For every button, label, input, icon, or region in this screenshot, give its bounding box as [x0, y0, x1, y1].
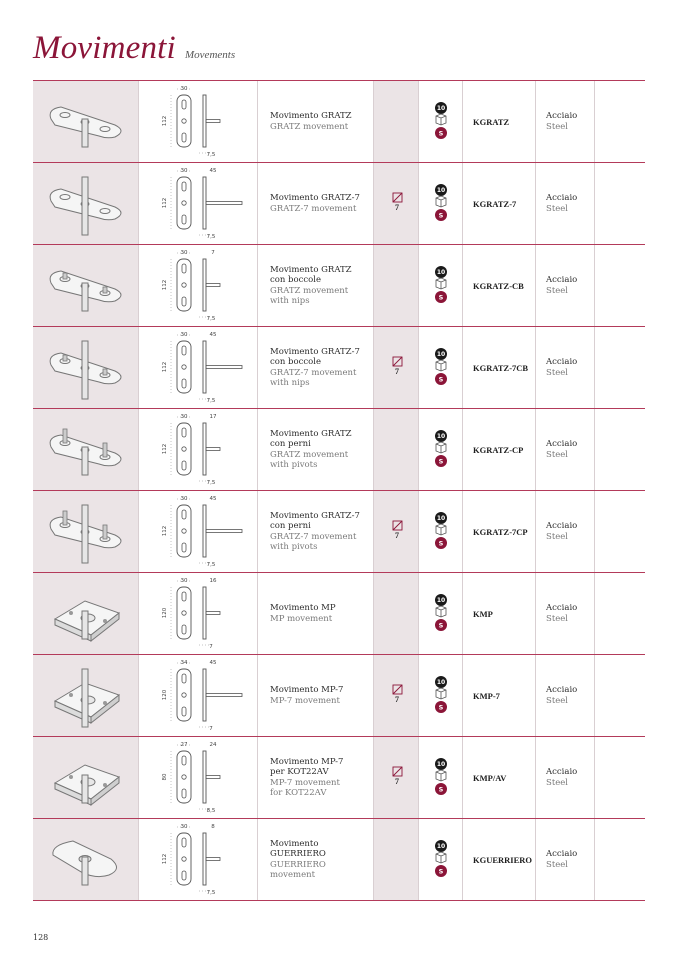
product-row	[33, 326, 645, 408]
product-drawing	[139, 327, 258, 408]
svg-text:10: 10	[436, 105, 446, 113]
circle-s-icon	[435, 373, 447, 385]
square-axis-icon	[392, 766, 403, 777]
technical-drawing	[171, 335, 242, 399]
empty-cell	[595, 163, 645, 244]
dim-depth: 24	[209, 742, 217, 748]
technical-drawing	[171, 417, 220, 481]
material-italian: Acciaio	[546, 849, 578, 859]
box-icon	[436, 606, 446, 617]
description-italian: Movimento GRATZ	[270, 111, 352, 121]
description-italian: Movimento GRATZ-7	[270, 346, 360, 357]
product-code-cell	[463, 655, 536, 736]
product-description	[258, 81, 374, 162]
spec-badges	[432, 429, 450, 471]
description-italian: Movimento GRATZ	[270, 428, 352, 439]
product-drawing	[139, 163, 258, 244]
product-photo-shape	[50, 107, 121, 147]
spec-icons-cell	[419, 491, 463, 572]
product-code-cell	[463, 81, 536, 162]
product-row	[33, 736, 645, 818]
spec-badges	[432, 511, 450, 553]
spec-icons-cell	[419, 819, 463, 900]
description-english: GRATZ movement	[270, 449, 349, 460]
circle-s-icon	[435, 865, 447, 877]
dim-depth: 45	[209, 496, 217, 502]
product-code-cell	[463, 573, 536, 654]
description-english: GRATZ movement	[270, 285, 349, 296]
description-italian: Movimento MP-7	[270, 685, 344, 695]
material-cell	[536, 245, 595, 326]
technical-drawing	[171, 499, 242, 563]
dim-height: 112	[162, 361, 168, 373]
dim-thickness: 7,5	[206, 398, 216, 404]
material-italian: Acciaio	[546, 685, 578, 695]
box-icon	[436, 278, 446, 289]
description-english: for KOT22AV	[270, 788, 327, 798]
material-italian: Acciaio	[546, 767, 578, 777]
square-axis-cell	[374, 327, 419, 408]
material-cell	[536, 327, 595, 408]
product-description	[258, 327, 374, 408]
square-axis-value: 7	[395, 203, 399, 212]
product-code-cell	[463, 245, 536, 326]
svg-text:10: 10	[436, 679, 446, 687]
description-english: GRATZ-7 movement	[270, 203, 357, 214]
dim-width: 34	[180, 660, 188, 666]
spec-badges	[432, 183, 450, 225]
spec-badges	[432, 593, 450, 635]
square-axis-value: 7	[395, 777, 399, 786]
product-drawing	[139, 737, 258, 818]
box-icon	[436, 442, 446, 453]
material-cell	[536, 573, 595, 654]
description-english: MP movement	[270, 613, 333, 624]
square-axis-spec	[388, 520, 406, 540]
square-axis-icon	[392, 520, 403, 531]
material-english: Steel	[546, 203, 569, 214]
product-code-cell	[463, 327, 536, 408]
square-axis-cell	[374, 655, 419, 736]
dim-height: 120	[162, 689, 168, 701]
box-icon	[436, 360, 446, 371]
svg-text:10: 10	[436, 187, 446, 195]
product-photo-shape	[55, 601, 119, 641]
product-code-cell	[463, 409, 536, 490]
spec-badges	[432, 675, 450, 717]
technical-drawing	[171, 89, 220, 153]
empty-cell	[595, 573, 645, 654]
product-row	[33, 162, 645, 244]
dim-width: 30	[180, 332, 188, 338]
product-photo-shape	[53, 841, 117, 885]
circle-s-icon	[435, 537, 447, 549]
material-italian: Acciaio	[546, 603, 578, 613]
product-row	[33, 654, 645, 736]
spec-badges	[432, 757, 450, 799]
technical-drawing	[171, 663, 242, 727]
product-drawing	[139, 655, 258, 736]
product-photo-shape	[55, 669, 119, 727]
product-photo-shape	[50, 429, 121, 475]
spec-badges	[432, 101, 450, 143]
dim-depth: 16	[209, 578, 217, 584]
material-english: Steel	[546, 121, 569, 132]
square-axis-icon	[392, 192, 403, 203]
description-italian: con perni	[270, 439, 311, 449]
spec-icons-cell	[419, 81, 463, 162]
product-code: KMP-7	[473, 690, 500, 701]
material-italian: Acciaio	[546, 111, 578, 121]
spec-icons-cell	[419, 409, 463, 490]
square-axis-cell	[374, 163, 419, 244]
circle-s-icon	[435, 127, 447, 139]
material-cell	[536, 819, 595, 900]
material-italian: Acciaio	[546, 521, 578, 531]
svg-text:S: S	[438, 457, 444, 466]
square-axis-spec	[388, 684, 406, 704]
svg-text:10: 10	[436, 761, 446, 769]
product-description	[258, 409, 374, 490]
description-english: with pivots	[270, 460, 318, 470]
product-photo	[33, 245, 139, 326]
product-photo-shape	[50, 177, 121, 235]
product-photo	[33, 409, 139, 490]
technical-drawing	[171, 827, 220, 891]
description-english: with nips	[270, 378, 310, 388]
dim-height: 112	[162, 115, 168, 127]
svg-text:S: S	[438, 129, 444, 138]
circle-s-icon	[435, 783, 447, 795]
product-photo	[33, 655, 139, 736]
svg-text:S: S	[438, 293, 444, 302]
product-photo-shape	[50, 271, 121, 311]
dim-height: 80	[162, 773, 168, 781]
dim-depth: 7	[211, 250, 215, 256]
empty-cell	[595, 655, 645, 736]
product-code-cell	[463, 737, 536, 818]
spec-icons-cell	[419, 737, 463, 818]
spec-badges	[432, 839, 450, 881]
product-photo	[33, 163, 139, 244]
dim-height: 112	[162, 279, 168, 291]
dim-height: 112	[162, 853, 168, 865]
material-italian: Acciaio	[546, 357, 578, 367]
dim-height: 112	[162, 525, 168, 537]
description-english: with nips	[270, 296, 310, 306]
circle-s-icon	[435, 619, 447, 631]
dim-width: 30	[180, 414, 188, 420]
circle-10-icon	[435, 758, 447, 770]
product-description	[258, 163, 374, 244]
empty-cell	[595, 81, 645, 162]
page-header	[33, 30, 235, 70]
dim-width: 30	[180, 250, 188, 256]
dim-depth: 45	[209, 660, 217, 666]
product-description	[258, 819, 374, 900]
description-italian: Movimento GRATZ-7	[270, 193, 360, 203]
description-italian: Movimento MP	[270, 603, 336, 613]
description-italian: con perni	[270, 521, 311, 531]
svg-text:10: 10	[436, 597, 446, 605]
square-axis-cell	[374, 245, 419, 326]
description-english: MP-7 movement	[270, 777, 340, 788]
square-axis-cell	[374, 819, 419, 900]
product-code: KMP/AV	[473, 772, 507, 783]
material-english: Steel	[546, 613, 569, 624]
square-axis-icon	[392, 356, 403, 367]
circle-10-icon	[435, 430, 447, 442]
material-italian: Acciaio	[546, 275, 578, 285]
material-italian: Acciaio	[546, 193, 578, 203]
square-axis-spec	[388, 766, 406, 786]
description-italian: Movimento GUERRIERO	[270, 838, 326, 859]
dim-thickness: 8,5	[206, 808, 216, 814]
dim-height: 112	[162, 197, 168, 209]
technical-drawing	[171, 581, 220, 645]
material-cell	[536, 491, 595, 572]
box-icon	[436, 770, 446, 781]
product-description	[258, 737, 374, 818]
description-italian: Movimento GRATZ	[270, 264, 352, 275]
box-icon	[436, 688, 446, 699]
material-italian: Acciaio	[546, 439, 578, 449]
dim-thickness: 7,5	[206, 890, 216, 896]
square-axis-spec	[388, 192, 406, 212]
material-cell	[536, 163, 595, 244]
technical-drawing	[171, 253, 220, 317]
dim-thickness: 7,5	[206, 480, 216, 486]
product-photo	[33, 327, 139, 408]
dim-width: 30	[180, 496, 188, 502]
dim-height: 112	[162, 443, 168, 455]
circle-10-icon	[435, 102, 447, 114]
svg-text:S: S	[438, 867, 444, 876]
technical-drawing	[171, 171, 242, 235]
product-drawing	[139, 81, 258, 162]
circle-10-icon	[435, 348, 447, 360]
empty-cell	[595, 327, 645, 408]
box-icon	[436, 196, 446, 207]
product-row	[33, 408, 645, 490]
product-code-cell	[463, 491, 536, 572]
circle-s-icon	[435, 209, 447, 221]
spec-badges	[432, 265, 450, 307]
product-description	[258, 573, 374, 654]
svg-text:S: S	[438, 375, 444, 384]
product-photo	[33, 737, 139, 818]
dim-thickness: 7	[209, 726, 213, 732]
square-axis-spec	[388, 356, 406, 376]
product-photo-shape	[50, 341, 121, 399]
material-english: Steel	[546, 695, 569, 706]
empty-cell	[595, 819, 645, 900]
product-code-cell	[463, 163, 536, 244]
product-code: KGRATZ-7CP	[473, 526, 528, 537]
square-axis-cell	[374, 573, 419, 654]
svg-text:10: 10	[436, 843, 446, 851]
circle-s-icon	[435, 455, 447, 467]
dim-width: 30	[180, 578, 188, 584]
square-axis-cell	[374, 737, 419, 818]
product-description	[258, 655, 374, 736]
product-row	[33, 490, 645, 572]
spec-badges	[432, 347, 450, 389]
material-english: Steel	[546, 859, 569, 870]
product-photo	[33, 819, 139, 900]
description-english: with pivots	[270, 542, 318, 552]
svg-text:S: S	[438, 785, 444, 794]
product-row	[33, 572, 645, 654]
description-english: GRATZ-7 movement	[270, 531, 357, 542]
dim-depth: 8	[211, 824, 215, 830]
svg-text:10: 10	[436, 269, 446, 277]
product-code: KGRATZ-CB	[473, 280, 524, 291]
product-photo	[33, 81, 139, 162]
dim-height: 120	[162, 607, 168, 619]
product-drawing	[139, 245, 258, 326]
square-axis-value: 7	[395, 531, 399, 540]
material-cell	[536, 81, 595, 162]
circle-s-icon	[435, 291, 447, 303]
dim-width: 30	[180, 824, 188, 830]
product-code: KMP	[473, 608, 493, 619]
svg-text:10: 10	[436, 433, 446, 441]
product-photo-shape	[50, 505, 121, 563]
square-axis-cell	[374, 409, 419, 490]
spec-icons-cell	[419, 163, 463, 244]
circle-10-icon	[435, 266, 447, 278]
circle-10-icon	[435, 676, 447, 688]
dim-depth: 45	[209, 332, 217, 338]
circle-10-icon	[435, 512, 447, 524]
technical-drawing	[171, 745, 220, 809]
material-cell	[536, 409, 595, 490]
material-english: Steel	[546, 449, 569, 460]
product-drawing	[139, 491, 258, 572]
description-english: MP-7 movement	[270, 695, 340, 706]
dim-thickness: 7,5	[206, 562, 216, 568]
spec-icons-cell	[419, 245, 463, 326]
description-italian: con boccole	[270, 357, 321, 367]
empty-cell	[595, 409, 645, 490]
square-axis-value: 7	[395, 367, 399, 376]
dim-depth: 17	[209, 414, 217, 420]
svg-text:S: S	[438, 621, 444, 630]
product-code-cell	[463, 819, 536, 900]
svg-text:S: S	[438, 211, 444, 220]
product-description	[258, 491, 374, 572]
description-italian: per KOT22AV	[270, 767, 329, 777]
spec-icons-cell	[419, 327, 463, 408]
description-english: GRATZ movement	[270, 121, 349, 132]
material-english: Steel	[546, 531, 569, 542]
product-drawing	[139, 573, 258, 654]
page-subtitle: Movements	[185, 49, 236, 61]
product-drawing	[139, 819, 258, 900]
empty-cell	[595, 737, 645, 818]
dim-thickness: 7,5	[206, 152, 216, 158]
product-code: KGRATZ-7CB	[473, 362, 529, 373]
page-title: Movimenti	[33, 30, 176, 66]
empty-cell	[595, 245, 645, 326]
product-table	[33, 80, 645, 901]
dim-width: 27	[180, 742, 188, 748]
svg-text:S: S	[438, 703, 444, 712]
material-english: Steel	[546, 367, 569, 378]
description-italian: Movimento MP-7	[270, 756, 344, 767]
material-cell	[536, 737, 595, 818]
product-photo	[33, 491, 139, 572]
empty-cell	[595, 491, 645, 572]
circle-10-icon	[435, 184, 447, 196]
box-icon	[436, 524, 446, 535]
dim-thickness: 7,5	[206, 316, 216, 322]
product-code: KGRATZ-CP	[473, 444, 524, 455]
product-code: KGUERRIERO	[473, 854, 533, 865]
square-axis-cell	[374, 491, 419, 572]
dim-depth: 45	[209, 168, 217, 174]
description-english: GUERRIERO movement	[270, 859, 326, 880]
square-axis-cell	[374, 81, 419, 162]
spec-icons-cell	[419, 573, 463, 654]
product-photo-shape	[55, 765, 119, 805]
box-icon	[436, 852, 446, 863]
product-photo	[33, 573, 139, 654]
svg-text:10: 10	[436, 351, 446, 359]
page-number: 128	[33, 933, 49, 942]
dim-width: 30	[180, 86, 188, 92]
dim-width: 30	[180, 168, 188, 174]
svg-text:S: S	[438, 539, 444, 548]
material-english: Steel	[546, 285, 569, 296]
description-english: GRATZ-7 movement	[270, 367, 357, 378]
material-cell	[536, 655, 595, 736]
product-drawing	[139, 409, 258, 490]
description-italian: con boccole	[270, 275, 321, 285]
square-axis-icon	[392, 684, 403, 695]
circle-s-icon	[435, 701, 447, 713]
dim-thickness: 7	[209, 644, 213, 650]
circle-10-icon	[435, 840, 447, 852]
product-row	[33, 818, 645, 901]
description-italian: Movimento GRATZ-7	[270, 510, 360, 521]
product-row	[33, 244, 645, 326]
product-description	[258, 245, 374, 326]
product-code: KGRATZ-7	[473, 198, 517, 209]
product-row	[33, 80, 645, 162]
dim-thickness: 7,5	[206, 234, 216, 240]
svg-text:10: 10	[436, 515, 446, 523]
material-english: Steel	[546, 777, 569, 788]
spec-icons-cell	[419, 655, 463, 736]
product-code: KGRATZ	[473, 116, 510, 127]
square-axis-value: 7	[395, 695, 399, 704]
circle-10-icon	[435, 594, 447, 606]
box-icon	[436, 114, 446, 125]
